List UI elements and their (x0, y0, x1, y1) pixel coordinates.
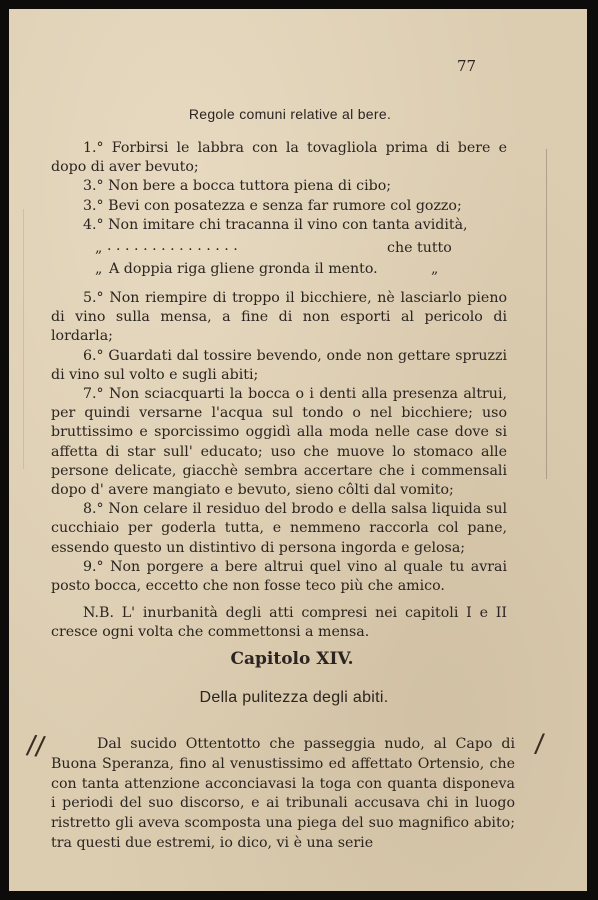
rule-item: 8.° Non celare il residuo del brodo e della salsa liquida sul cucchiaio per goderla tutta, e nemmeno raccorla col pane, essendo questo un distintivo di persona ingorda e gelosa; (51, 501, 507, 556)
quote-mark: „ (95, 240, 103, 257)
rule-item: 1.° Forbirsi le labbra con la tovagliola prima di bere e dopo di aver bevuto; (51, 140, 507, 176)
rule-item: 3.° Non bere a bocca tuttora piena di cibo; (83, 178, 392, 195)
body-paragraph: Dal sucido Ottentotto che passeggia nudo, al Capo di Buona Speranza, fino al venustissimo ed affettato Ortensio, che con tanta attenzione acconciavasi la toga con quanta disponeva i periodi del suo discorso, e ai tribunali accusava chi in luogo ristretto gli aveva scomposta una piega del suo magnifico abito; tra questi due estremi, io dico, vi è una serie (51, 736, 515, 851)
chapter-subtitle: Della pulitezza degli abiti. (199, 689, 389, 706)
verse-tail: che tutto (387, 240, 452, 257)
margin-pencil-mark-left: // (24, 729, 47, 763)
section-title: Regole comuni relative al bere. (188, 106, 392, 122)
quote-mark: „ (431, 261, 439, 278)
verse-text: A doppia riga gliene gronda il mento. (109, 261, 378, 278)
verse-line-2 (51, 260, 507, 281)
verse-line-1 (51, 239, 507, 260)
book-page (9, 9, 587, 891)
rule-item: 6.° Guardati dal tossire bevendo, onde non gettare spruzzi di vino sul volto e sugli abiti; (51, 347, 507, 383)
rule-item: 7.° Non sciacquarti la bocca o i denti alla presenza altrui, per quindi versarne l'acqua sul tondo o nel bicchiere; uso bruttissimo e sporcissimo oggidì alla moda nelle case dove si affetta di star sull' educato; uso che muove lo stomaco alle persone delicate, giacchè sembra accertare che i commensali dopo d' avere mangiato e bevuto, sieno côlti dal vomito; (51, 386, 507, 499)
note-paragraph: N.B. L' inurbanità degli atti compresi nei capitoli I e II cresce ogni volta che commettonsi a mensa. (51, 605, 507, 641)
rule-item: 4.° Non imitare chi tracanna il vino con tanta avidità, (83, 216, 468, 233)
quote-mark: „ (95, 261, 103, 278)
verse-quote (51, 239, 507, 281)
page-edge-shadow (23, 209, 24, 469)
rule-item: 5.° Non riempire di troppo il bicchiere, nè lasciarlo pieno di vino sulla mensa, a fine di non esporti al pericolo di lordarla; (51, 290, 507, 345)
rule-item: 9.° Non porgere a bere altrui quel vino al quale tu avrai posto bocca, eccetto che non fosse teco più che amico. (51, 558, 507, 595)
ellipsis-dots: . . . . . . . . . . . . . . . (107, 238, 238, 255)
margin-pencil-line (546, 149, 547, 479)
page-number: 77 (457, 57, 477, 75)
margin-pencil-mark-right: / (533, 728, 546, 760)
chapter-title: Capitolo XIV. (230, 649, 354, 669)
rule-item: 3.° Bevi con posatezza e senza far rumore col gozzo; (83, 197, 462, 214)
rules-list (51, 139, 507, 643)
